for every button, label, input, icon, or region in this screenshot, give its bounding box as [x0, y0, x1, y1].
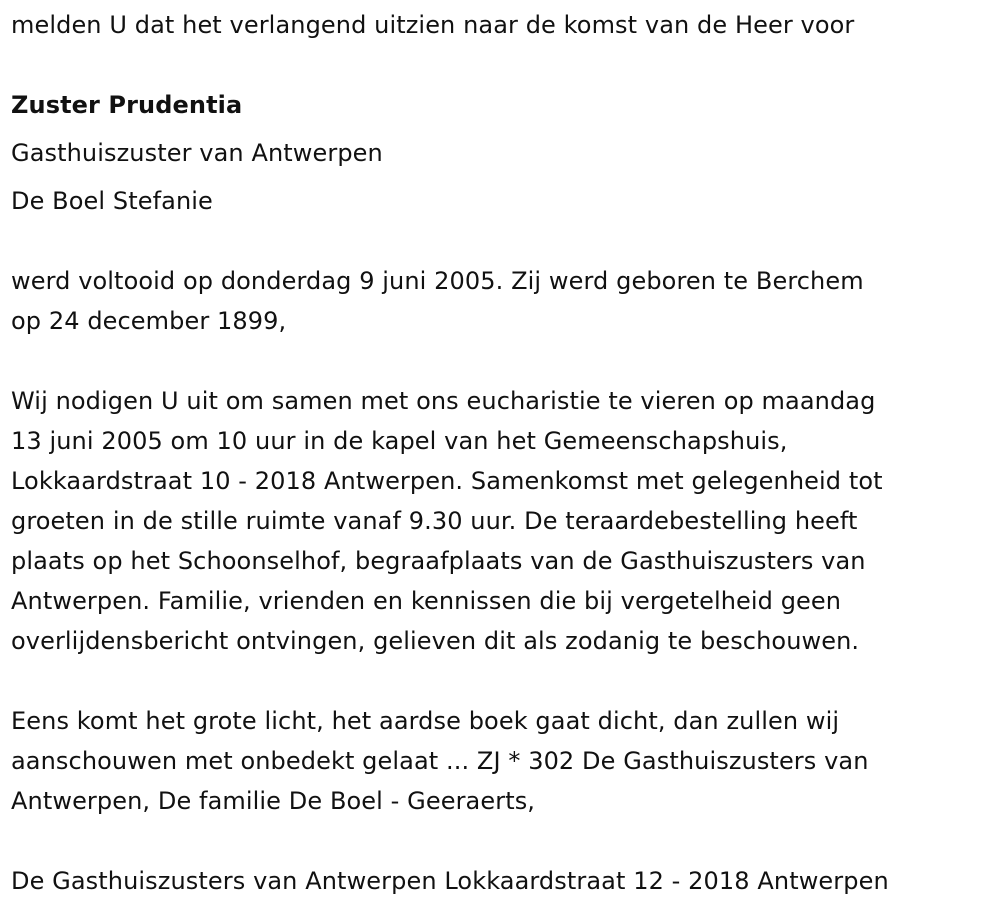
- paragraph-2-line: Antwerpen. Familie, vrienden en kennissen die bij vergetelheid geen: [11, 587, 842, 615]
- paragraph-2-line: 13 juni 2005 om 10 uur in de kapel van het Gemeenschapshuis,: [11, 427, 788, 455]
- intro-text: melden U dat het verlangend uitzien naar de komst van de Heer voor: [11, 11, 855, 39]
- paragraph-1-line: op 24 december 1899,: [11, 307, 287, 335]
- paragraph-3-line: Eens komt het grote licht, het aardse boek gaat dicht, dan zullen wij: [11, 707, 840, 735]
- paragraph-3-line: Antwerpen, De familie De Boel - Geeraerts,: [11, 787, 536, 815]
- congregation-text: Gasthuiszuster van Antwerpen: [11, 139, 383, 167]
- paragraph-3-line: aanschouwen met onbedekt gelaat ... ZJ * 302 De Gasthuiszusters van: [11, 747, 869, 775]
- paragraph-2-line: Wij nodigen U uit om samen met ons eucharistie te vieren op maandag: [11, 387, 876, 415]
- paragraph-2-line: groeten in de stille ruimte vanaf 9.30 uur. De teraardebestelling heeft: [11, 507, 858, 535]
- paragraph-1-line: werd voltooid op donderdag 9 juni 2005. Zij werd geboren te Berchem: [11, 267, 864, 295]
- deceased-name: Zuster Prudentia: [11, 91, 243, 119]
- paragraph-2-line: Lokkaardstraat 10 - 2018 Antwerpen. Samenkomst met gelegenheid tot: [11, 467, 883, 495]
- paragraph-2-line: overlijdensbericht ontvingen, gelieven dit als zodanig te beschouwen.: [11, 627, 860, 655]
- civil-name-text: De Boel Stefanie: [11, 187, 213, 215]
- footer-address: De Gasthuiszusters van Antwerpen Lokkaardstraat 12 - 2018 Antwerpen: [11, 867, 889, 895]
- paragraph-2-line: plaats op het Schoonselhof, begraafplaats van de Gasthuiszusters van: [11, 547, 866, 575]
